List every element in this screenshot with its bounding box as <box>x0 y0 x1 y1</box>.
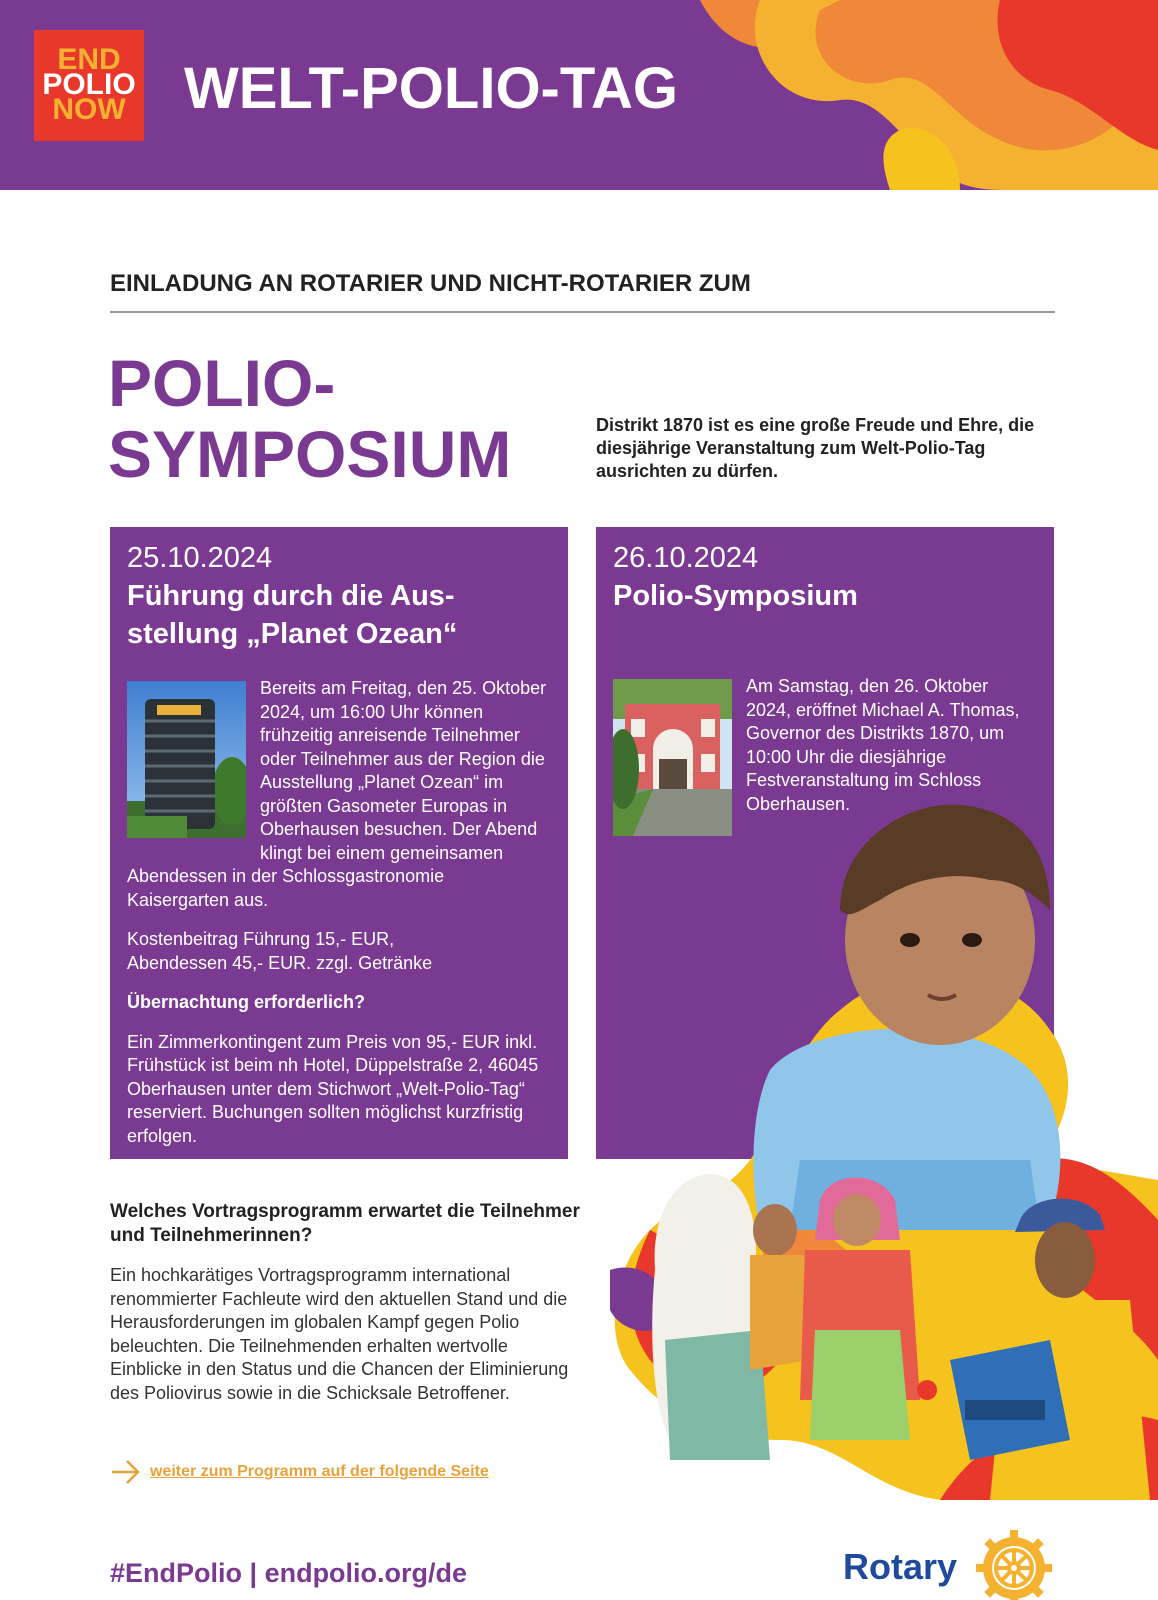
rotary-wheel-icon <box>976 1530 1052 1600</box>
page-title <box>108 348 578 490</box>
intro-text: Distrikt 1870 ist es eine große Freude und Ehre, die diesjährige Veranstaltung zum Welt-Polio-Tag ausrichten zu dürfen. <box>596 415 1035 481</box>
title-line-2: SYMPOSIUM <box>108 417 512 491</box>
programme-heading: Welches Vortragsprogramm erwartet die Teilnehmer und Teilnehmerinnen? <box>110 1201 580 1246</box>
day1-subhead: Übernachtung erforderlich? <box>127 992 366 1012</box>
day1-body <box>127 677 551 1148</box>
day1-rooms: Ein Zimmerkontingent zum Preis von 95,- EUR inkl. Frühstück ist beim nh Hotel, Düppelstraße 2, 46045 Oberhausen unter dem Stichwort „Welt-Polio-Tag“ reserviert. Buchungen sollten möglichst kurzfristig erfolgen. <box>127 1031 539 1146</box>
day2-event-title: Polio-Symposium <box>613 580 858 612</box>
day1-price-line-2: Abendessen 45,- EUR. zzgl. Getränke <box>127 952 433 973</box>
day2-body <box>613 675 1037 816</box>
day1-event-title <box>127 577 551 653</box>
logo-line-now: NOW <box>52 93 126 126</box>
header-title: WELT-POLIO-TAG <box>184 56 678 121</box>
programme-link[interactable]: weiter zum Programm auf der folgende Seite <box>150 1463 489 1480</box>
gasometer-photo <box>127 681 246 838</box>
day1-event-line-1: Führung durch die Aus- <box>127 580 455 612</box>
end-polio-now-logo <box>34 30 144 141</box>
day1-date: 25.10.2024 <box>127 542 273 574</box>
children-vaccination-photo <box>610 800 1158 1500</box>
divider <box>110 311 1055 313</box>
footer-hashtag: #EndPolio | endpolio.org/de <box>110 1558 468 1588</box>
day1-description: Bereits am Freitag, den 25. Oktober 2024, um 16:00 Uhr können frühzeitig anreisende Teilnehmer oder Teilnehmer aus der Region die Ausstellung „Planet Ozean“ im größten Gasometer Europas in Oberhausen besuchen. Der Abend klingt bei einem gemeinsamen Abendessen in der Schlossgastronomie Kaisergarten aus. <box>127 678 547 910</box>
logo-line-polio: POLIO <box>42 68 136 101</box>
day1-price <box>127 928 551 975</box>
header-banner <box>0 0 1158 190</box>
day2-description: Am Samstag, den 26. Oktober 2024, eröffnet Michael A. Thomas, Governor des Distrikts 1870, um 10:00 Uhr die diesjährige Festveranstaltung im Schloss Oberhausen. <box>746 676 1020 814</box>
day1-card <box>110 527 568 1159</box>
title-line-1: POLIO- <box>108 346 336 420</box>
day1-event-line-2: stellung „Planet Ozean“ <box>127 618 458 650</box>
day1-price-line-1: Kostenbeitrag Führung 15,- EUR, <box>127 929 395 949</box>
programme-text: Ein hochkarätiges Vortragsprogramm international renommierter Fachleute wird den aktuellen Stand und die Herausforderungen im globalen Kampf gegen Polio beleuchten. Die Teilnehmenden erhalten wertvolle Einblicke in den Status und die Chancen der Eliminierung des Poliovirus sowie in die Schicksale Betroffener. <box>110 1265 569 1403</box>
logo-line-end: END <box>57 43 121 76</box>
programme-link-row[interactable] <box>110 1458 489 1486</box>
day2-date: 26.10.2024 <box>613 542 759 574</box>
rotary-wordmark: Rotary <box>843 1546 958 1587</box>
arrow-right-icon <box>110 1458 142 1486</box>
invitation-kicker: EINLADUNG AN ROTARIER UND NICHT-ROTARIER ZUM <box>110 270 751 297</box>
